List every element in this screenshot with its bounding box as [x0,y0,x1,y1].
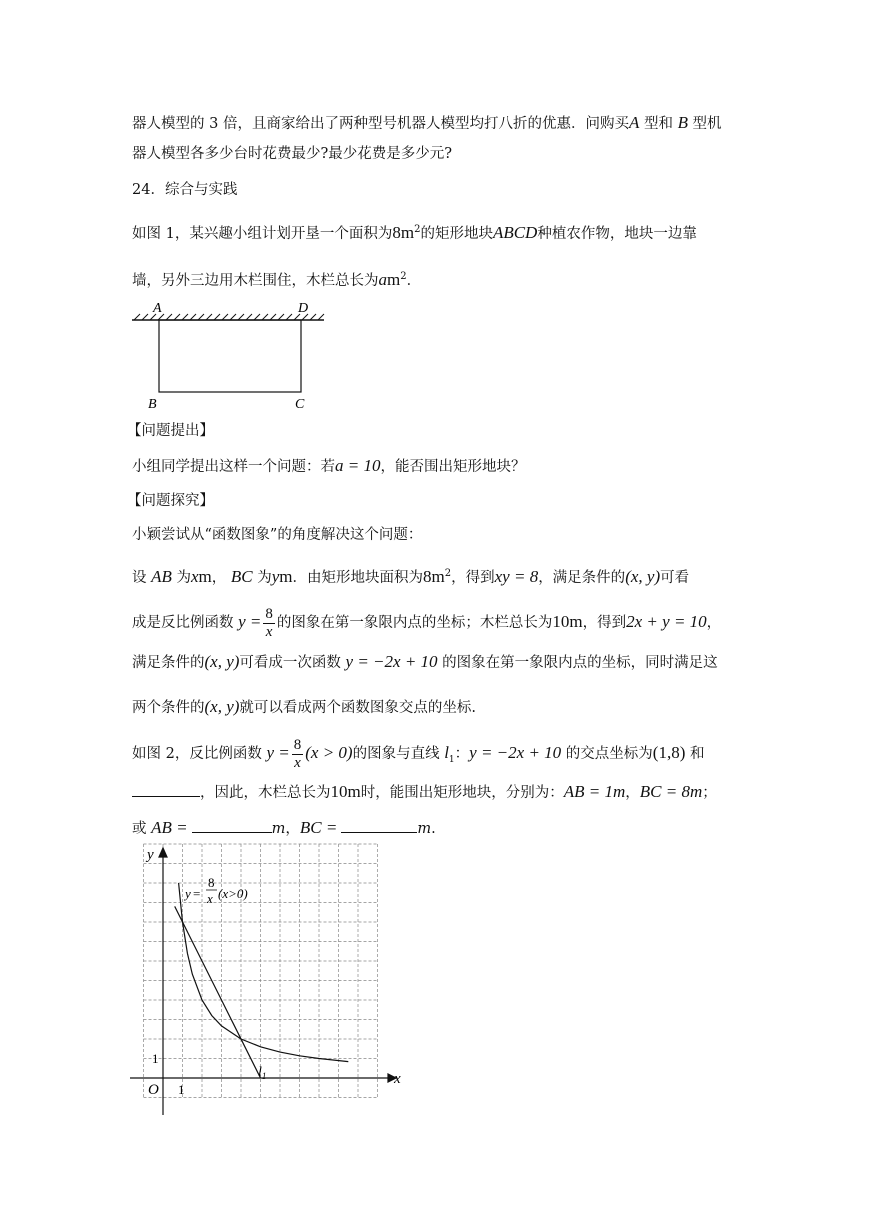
label-b: B [148,397,157,412]
svg-text:8: 8 [208,875,215,890]
section-explore: 【问题探究】 [127,493,214,509]
origin-label: O [148,1082,159,1098]
svg-text:(x>0): (x>0) [218,886,248,901]
explore-line-1: 小颖尝试从“函数图象”的角度解决这个问题： [132,527,423,543]
blank-intersection[interactable] [132,782,200,797]
var-b-type: B [677,113,688,132]
svg-text:y: y [185,886,191,901]
paragraph-line-1: 器人模型的 3 倍，且商家给出了两种型号机器人模型均打八折的优惠．问购买A 型和 B 型机 [132,113,722,132]
label-d: D [298,301,309,316]
label-c: C [295,397,305,412]
rect-name: ABCD [492,222,538,242]
both-line: 两个条件的(x, y)就可以看成两个函数图象交点的坐标. [132,697,477,716]
blank-ab[interactable] [192,818,272,833]
tick-x-1: 1 [178,1082,185,1097]
fraction-8-over-x: $\frac{8}{x}$ [265,605,273,640]
axis-label-y: y [147,847,154,863]
svg-text:x: x [207,891,213,906]
figure-2-line: 如图 2，反比例函数 y = $\frac{8}{x}$ (x > 0)的图象与直线 $l_1$：y = −2x + 10 的交点坐标为(1,8) 和 [132,736,705,771]
figure-2-graph [120,840,410,1120]
axis-label-x: x [394,1071,401,1087]
paragraph-line-2: 器人模型各多少台时花费最少?最少花费是多少元? [132,146,453,162]
linear-line: 满足条件的(x, y)可看成一次函数 y = −2x + 10 的图象在第一象限内点的坐标，同时满足这 [132,652,718,671]
function-label [183,875,248,906]
answer-line-1: ，因此，木栏总长为10m时，能围出矩形地块，分别为：AB = 1m，BC = 8m； [132,782,717,803]
line-l1 [175,906,261,1078]
rectangle-plot [159,320,301,392]
area-value: 8m [392,222,415,242]
inverse-line: 成是反比例函数 y = $\frac{8}{x}$ 的图象在第一象限内点的坐标；木栏总长为10m，得到2x + y = 10， [132,605,722,640]
intro-line-1: 如图 1，某兴趣小组计划开垦一个面积为$8m^2$的矩形地块ABCD种植农作物，地块一边靠 [132,222,697,242]
grid [144,844,378,1098]
line-label-l1: $l_1$ [258,1065,267,1081]
intro-line-2: 墙，另外三边用木栏围住，木栏总长为$am^2$． [132,269,422,289]
raise-line: 小组同学提出这样一个问题：若a = 10，能否围出矩形地块？ [132,456,526,475]
var-a-type: A [628,113,640,132]
answer-line-2: 或 AB = m，BC = m. [132,818,436,837]
svg-text:=: = [193,886,201,901]
section-raise: 【问题提出】 [127,423,214,439]
set-line: 设 AB 为xm， BC 为ym．由矩形地块面积为$8m^2$，得到xy = 8，满足条件的(x, y)可看 [132,566,690,586]
tick-y-1: 1 [152,1051,159,1066]
blank-bc[interactable] [341,818,417,833]
question-heading: 24．综合与实践 [132,182,238,198]
inverse-curve [179,883,349,1062]
y-axis-arrow [159,848,167,857]
label-a: A [153,301,162,316]
figure-1 [128,296,328,414]
